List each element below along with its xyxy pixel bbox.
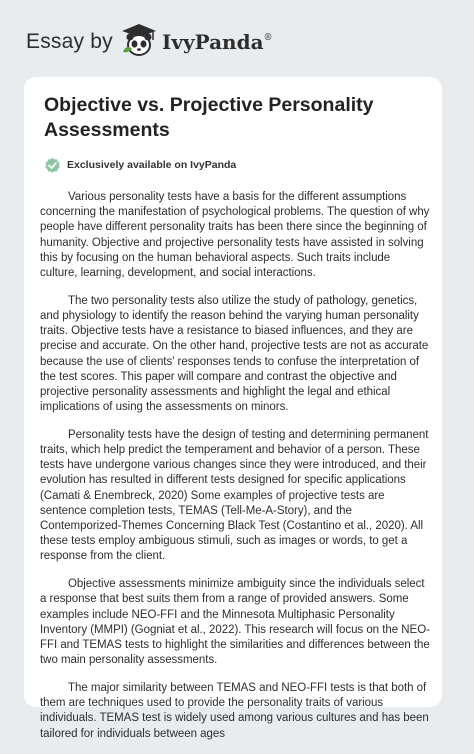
site-header <box>0 0 474 80</box>
exclusive-badge <box>44 156 236 174</box>
paragraph: The two personality tests also utilize the study of pathology, genetics, and physiology to identify the reason behind the varying human personality traits. Objective tests have a resistance to biased influences, and they are precise and accurate. On the other hand, projective tests are not as accurate because the use of clients' responses tends to confuse the interpretation of the test scores. This paper will compare and contrast the objective and projective personality assessments and highlight the legal and ethical implications of using the assessments on minors. <box>40 294 429 414</box>
paragraph: Objective assessments minimize ambiguity since the individuals select a response that best suits them from a range of provided answers. Some examples include NEO-FFI and the Minnesota Multiphasic Personality Inventory (MMPI) (Gogniat et al., 2022). This research will focus on the NEO-FFI and TEMAS tests to highlight the similarities and differences between the two main personality assessments. <box>40 578 430 667</box>
paragraph: Various personality tests have a basis for the different assumptions concerning the manifestation of psychological problems. The question of why people have different personality traits has been there since the beginning of humanity. Objective and projective personality tests have assisted in solving this by focusing on the human behavioral aspects. Such traits include culture, learning, development, and social interactions. <box>40 191 430 280</box>
ivypanda-logo-icon[interactable] <box>120 22 158 58</box>
paragraph: The major similarity between TEMAS and NEO-FFI tests is that both of them are techniques used to provide the personality traits of various individuals. TEMAS test is widely used among various cultures and has been tailored for individuals between ages <box>40 681 429 740</box>
check-badge-icon <box>44 157 61 174</box>
exclusive-badge-text: Exclusively available on IvyPanda <box>67 159 237 171</box>
essay-card <box>24 77 442 740</box>
brand-name[interactable]: IvyPanda® <box>162 30 273 54</box>
paragraph: Personality tests have the design of testing and determining permanent traits, which help predict the temperament and behavior of a person. These tests have undergone various changes since they were introduced, and their evolution has resulted in different tests designed for specific applications (Camati & Enembreck, 2020) Some examples of projective tests are sentence completion tests, TEMAS (Tell-Me-A-Story), and the Contemporized-Themes Concerning Black Test (Costantino et al., 2020). All these tests employ ambiguous stimuli, such as images or words, to get a response from the client. <box>40 428 429 563</box>
essay-by-label: Essay by <box>26 30 113 53</box>
essay-body <box>40 190 430 754</box>
essay-title: Objective vs. Projective Personality Assessments <box>44 94 374 141</box>
